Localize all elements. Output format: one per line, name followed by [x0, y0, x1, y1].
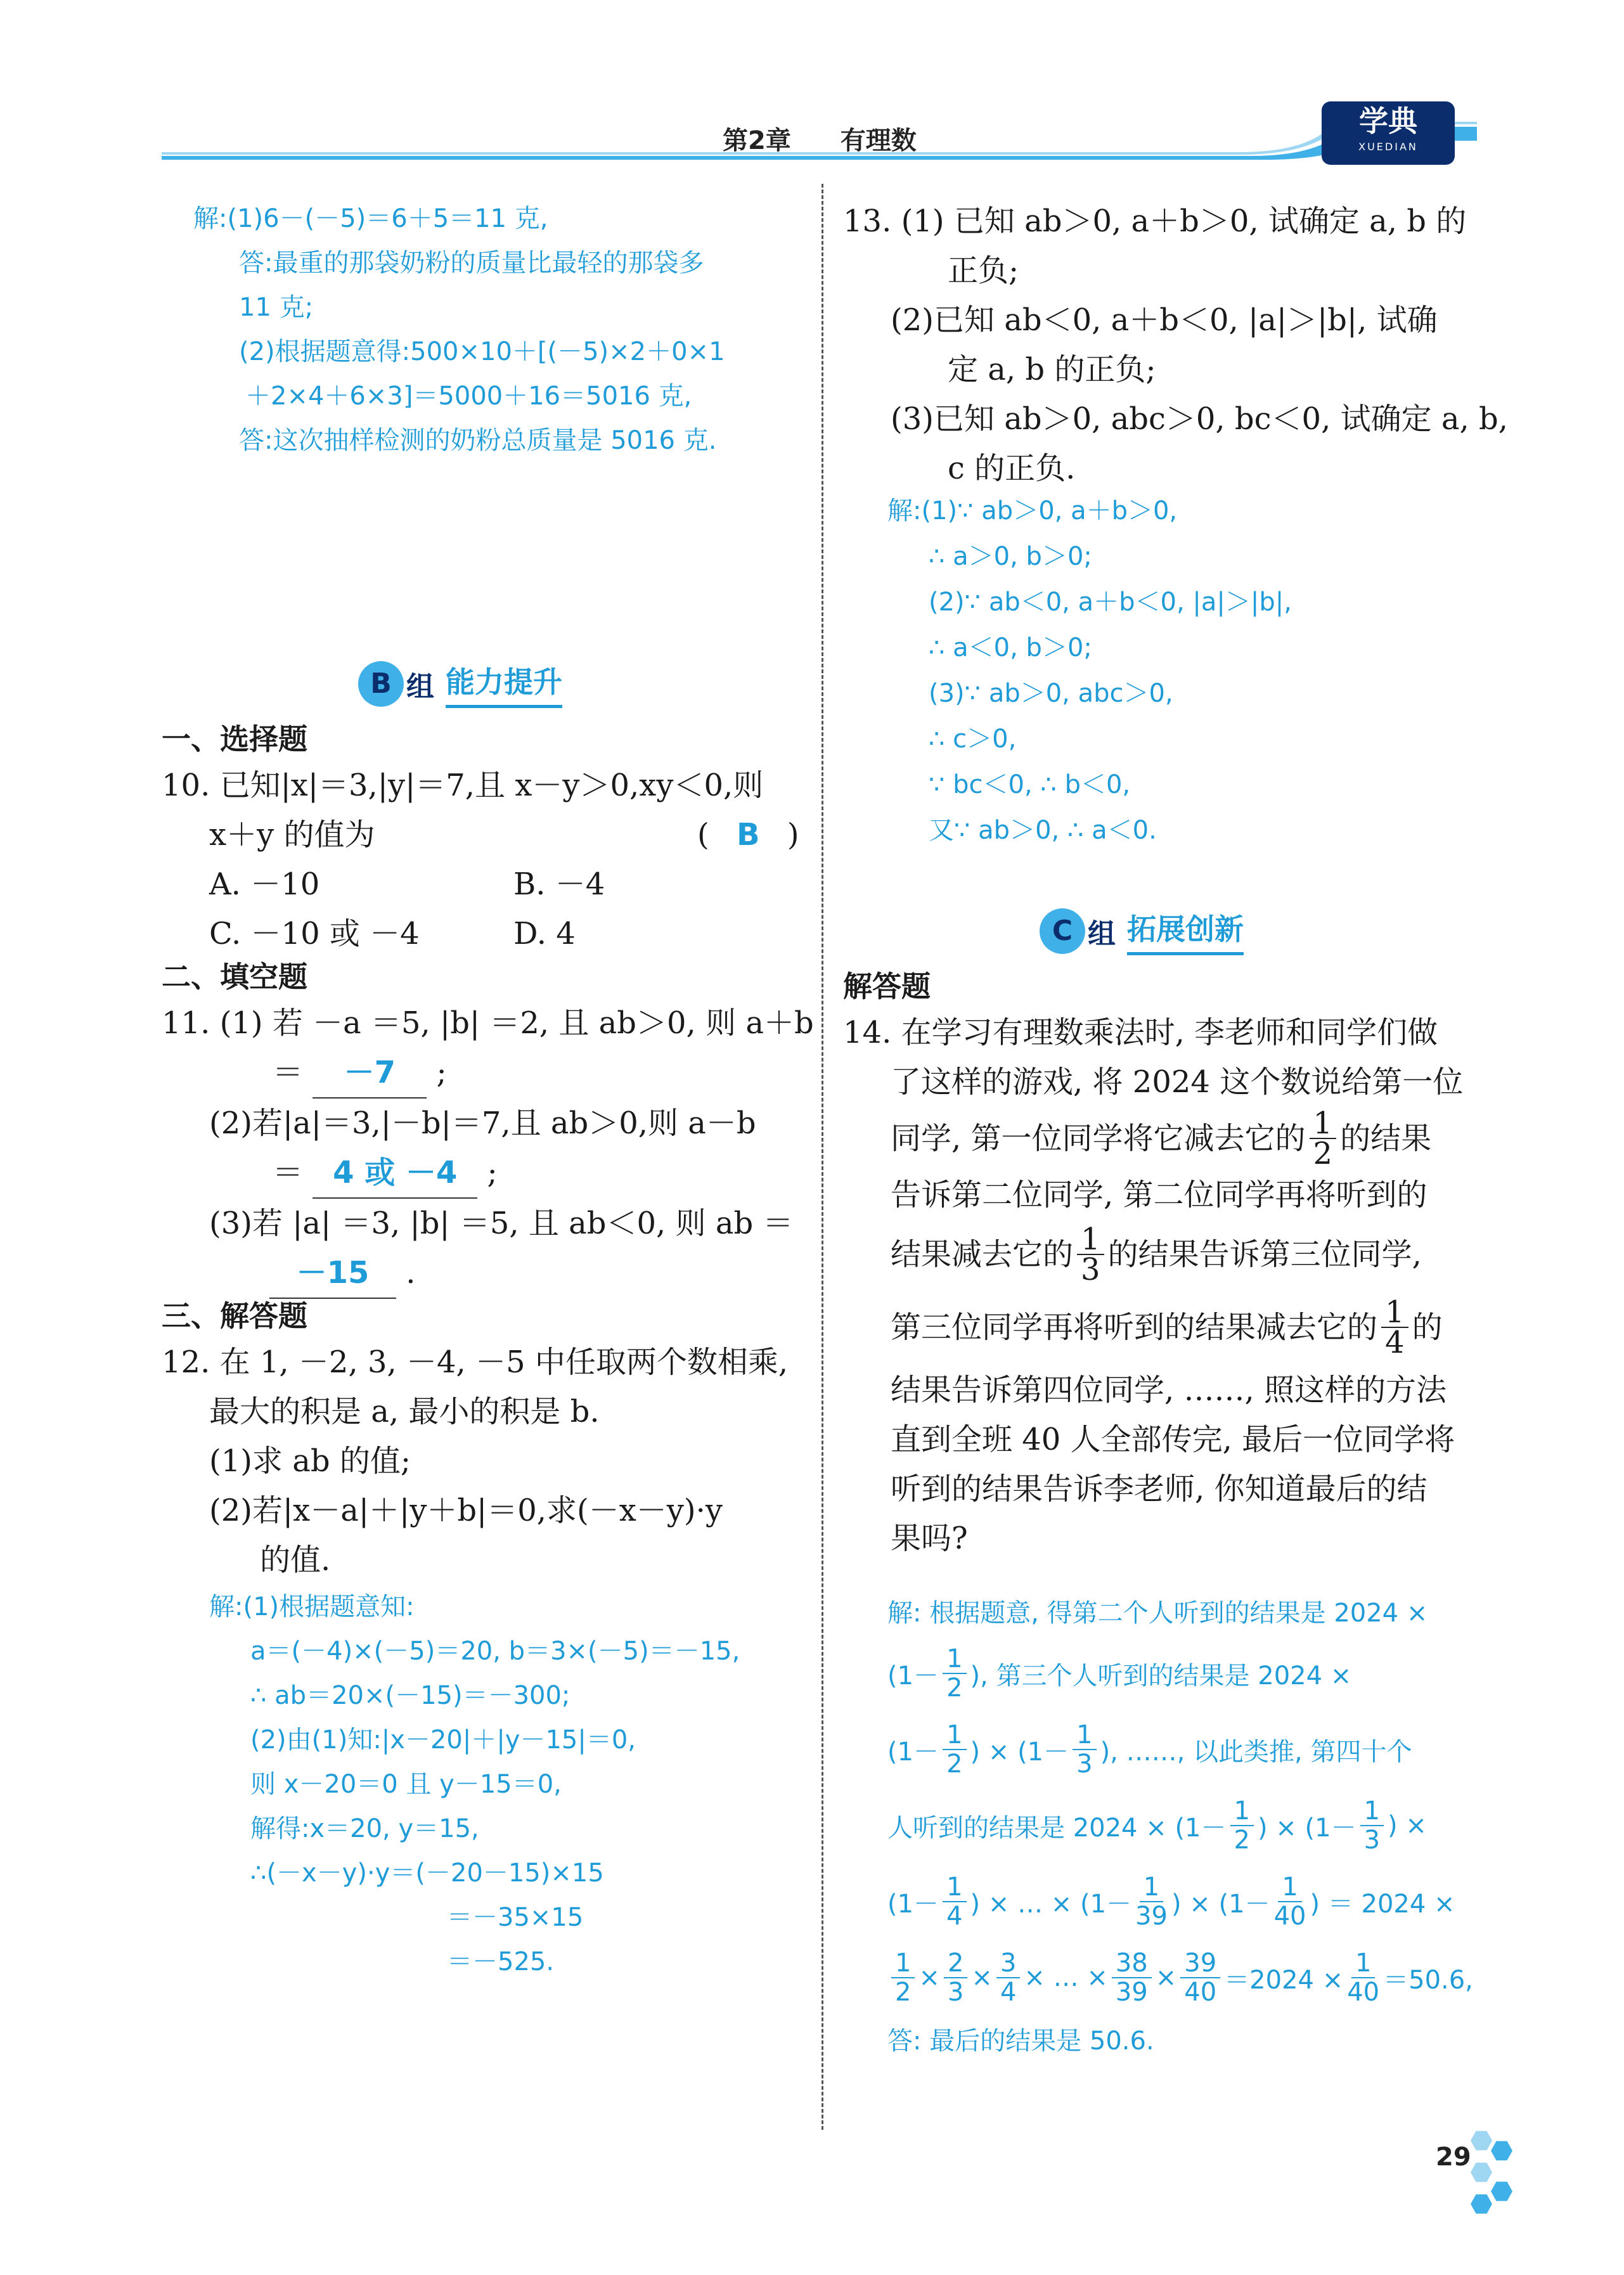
q12-sol-line: a＝(－4)×(－5)＝20, b＝3×(－5)＝－15,: [250, 1637, 740, 1666]
q14-sol-line: [887, 1711, 1473, 1788]
fraction-den: 4: [1000, 1978, 1017, 2007]
q12-sol-line: ∴ ab＝20×(－15)＝－300;: [250, 1681, 570, 1710]
q12-line: (1)求 ab 的值;: [209, 1443, 411, 1479]
fraction-num: 1: [943, 1721, 966, 1750]
q12-line: 12. 在 1, －2, 3, －4, －5 中任取两个数相乘,: [162, 1344, 789, 1380]
q11-p1-eq: ＝: [273, 1055, 304, 1090]
q10-option-b: B. －4: [513, 867, 605, 902]
q13-line: (3)已知 ab＞0, abc＞0, bc＜0, 试确定 a, b,: [891, 401, 1508, 437]
fraction: [943, 1873, 966, 1930]
chapter-number: 第2章: [723, 126, 791, 155]
chapter-title: 有理数: [840, 126, 917, 155]
q14-text: 同学, 第一位同学将它减去它的: [891, 1121, 1306, 1156]
fraction: [891, 1949, 915, 2006]
q12-line: (2)若|x－a|＋|y＋b|＝0,求(－x－y)·y: [209, 1493, 723, 1528]
sol-text: ) × … × (1－: [970, 1889, 1132, 1919]
q14-line: 结果告诉第四位同学, ……, 照这样的方法: [891, 1372, 1447, 1408]
prev-solution: [193, 197, 725, 463]
fraction-den: 3: [1081, 1252, 1100, 1287]
q12-sol-line: ∴(－x－y)·y＝(－20－15)×15: [250, 1859, 604, 1888]
prev-sol-line: (2)根据题意得:500×10＋[(－5)×2＋0×1: [239, 337, 725, 366]
chapter-label: [723, 120, 917, 157]
q10-options-row1: [162, 860, 843, 909]
q13-sol-line: 又∵ ab＞0, ∴ a＜0.: [929, 816, 1157, 845]
fraction: [1135, 1873, 1168, 1930]
q10-stem: x＋y 的值为: [209, 817, 375, 853]
fraction-den: 4: [1385, 1325, 1405, 1360]
sol-text: ) × (1－: [970, 1737, 1069, 1767]
q12-sol-line: 解:(1)根据题意知:: [209, 1592, 415, 1621]
sol-text: ), 第三个人听到的结果是 2024 ×: [970, 1661, 1352, 1691]
group-c-badge: C: [1040, 908, 1085, 954]
fraction-den: 39: [1135, 1902, 1168, 1931]
q14-text: 第三位同学再将听到的结果减去它的: [891, 1310, 1378, 1345]
group-c-zu: 组: [1088, 917, 1116, 950]
q10-option-d: D. 4: [513, 916, 576, 951]
sol-text: ) × (1－: [1171, 1889, 1270, 1919]
brand-name: 学典: [1359, 104, 1417, 138]
fraction-den: 4: [946, 1902, 963, 1931]
prev-sol-line: 答:这次抽样检测的奶粉总质量是 5016 克.: [239, 426, 717, 455]
q13-line: (2)已知 ab＜0, a＋b＜0, |a|＞|b|, 试确: [891, 302, 1438, 338]
group-b-title: 能力提升: [446, 659, 562, 708]
q10-option-a: A. －10: [209, 867, 320, 902]
q12-sol-line: 则 x－20＝0 且 y－15＝0,: [250, 1770, 562, 1799]
fraction-one-third: [1077, 1221, 1104, 1287]
fraction-num: 1: [1073, 1721, 1096, 1750]
fraction: [943, 1721, 966, 1778]
q14-line: 告诉第二位同学, 第二位同学再将听到的: [891, 1177, 1427, 1213]
q14-text: 的结果: [1340, 1121, 1432, 1156]
fraction-num: 38: [1112, 1949, 1152, 1978]
q11-p1-line1: 11. (1) 若 －a ＝5, |b| ＝2, 且 ab＞0, 则 a＋b: [162, 1005, 814, 1041]
fraction-num: 1: [891, 1949, 915, 1978]
q10-answer-slot: [697, 810, 799, 860]
q11-p1-answer: －7: [313, 1048, 427, 1099]
section-solve: 三、解答题: [162, 1299, 307, 1333]
fraction-num: 39: [1180, 1949, 1220, 1978]
sol-text: × … ×: [1024, 1963, 1108, 1992]
sol-text: ) × (1－: [1257, 1813, 1357, 1843]
q11-p2-line1: (2)若|a|＝3,|－b|＝7,且 ab＞0,则 a－b: [209, 1105, 756, 1141]
fraction-num: 1: [1360, 1797, 1384, 1826]
fraction-num: 1: [1310, 1109, 1337, 1139]
fraction-den: 3: [1363, 1826, 1381, 1855]
q13-line: c 的正负.: [948, 451, 1076, 486]
q14-sol-line: 答: 最后的结果是 50.6.: [887, 2027, 1154, 2056]
q13-sol-line: ∴ a＜0, b＞0;: [929, 633, 1092, 662]
group-b-heading: [358, 659, 562, 708]
q14-sol-line: [887, 1788, 1473, 1864]
question-14: [843, 1008, 1463, 1563]
q10-paren-left: (: [697, 817, 709, 853]
q14-text: 的: [1412, 1310, 1443, 1345]
q14-line: [843, 1220, 1463, 1289]
q13-line: 正负;: [948, 253, 1019, 288]
group-b-zu: 组: [406, 670, 434, 703]
fraction: [1230, 1797, 1254, 1854]
fraction-num: 2: [944, 1949, 967, 1978]
column-divider: [822, 184, 823, 2130]
fraction: [944, 1949, 967, 2006]
q12-line: 的值.: [260, 1542, 331, 1578]
fraction-num: 1: [1278, 1873, 1301, 1902]
sol-text: ×: [971, 1963, 993, 1992]
q11-p3-end: .: [406, 1255, 416, 1291]
fraction-den: 40: [1347, 1978, 1380, 2007]
fraction-num: 1: [1140, 1873, 1163, 1902]
q12-sol-line: ＝－525.: [447, 1947, 555, 1976]
q13-sol-line: ∴ c＞0,: [929, 725, 1017, 754]
q12-solution: [209, 1585, 740, 1984]
fraction-den: 2: [895, 1978, 912, 2007]
fraction-den: 3: [947, 1978, 964, 2007]
fraction: [1073, 1721, 1096, 1778]
q14-text: 的结果告诉第三位同学,: [1107, 1237, 1422, 1272]
q14-line: 14. 在学习有理数乘法时, 李老师和同学们做: [843, 1015, 1438, 1050]
fraction: [1347, 1949, 1379, 2006]
sol-text: ) ×: [1388, 1811, 1427, 1840]
group-c-heading: [1040, 906, 1244, 955]
brand-logo: [1322, 101, 1455, 165]
q11-p2-end: ;: [487, 1155, 498, 1190]
q11-p3-answer: －15: [269, 1248, 396, 1299]
prev-sol-line: 11 克;: [239, 293, 314, 322]
q13-solution: [887, 488, 1292, 853]
q14-solution: [887, 1591, 1473, 2066]
q14-sol-line: [887, 1864, 1473, 1940]
sol-text: ) ＝ 2024 ×: [1310, 1889, 1455, 1919]
fraction-num: 1: [943, 1645, 966, 1674]
q14-sol-line: [887, 1635, 1473, 1711]
fraction-num: 1: [1230, 1797, 1254, 1826]
q12-sol-line: 解得:x＝20, y＝15,: [250, 1814, 479, 1843]
fraction-den: 39: [1115, 1978, 1148, 2007]
hex-decoration: [1491, 2140, 1512, 2162]
q10-answer: B: [737, 817, 760, 853]
fraction-den: 2: [946, 1750, 963, 1779]
section-choice: 一、选择题: [162, 722, 307, 756]
q13-sol-line: (2)∵ ab＜0, a＋b＜0, |a|＞|b|,: [929, 588, 1292, 617]
sol-text: ＝50.6,: [1383, 1965, 1473, 1995]
fraction-den: 2: [1234, 1826, 1250, 1855]
hex-decoration: [1471, 2193, 1492, 2215]
sol-text: ＝2024 ×: [1224, 1965, 1344, 1995]
hex-decoration: [1471, 2130, 1492, 2151]
sol-text: 人听到的结果是 2024 × (1－: [887, 1813, 1227, 1843]
q11-p2-eq: ＝: [273, 1155, 304, 1190]
q14-line: 了这样的游戏, 将 2024 这个数说给第一位: [891, 1064, 1464, 1100]
q14-line: 直到全班 40 人全部传完, 最后一位同学将: [891, 1422, 1455, 1457]
prev-sol-line: 答:最重的那袋奶粉的质量比最轻的那袋多: [239, 248, 704, 278]
fraction-one-half: [1310, 1105, 1337, 1171]
hex-decoration: [1491, 2181, 1512, 2202]
fraction: [943, 1645, 966, 1702]
q13-sol-line: ∵ bc＜0, ∴ b＜0,: [929, 770, 1131, 799]
fraction-den: 3: [1076, 1750, 1093, 1779]
q13-sol-line: ∴ a＞0, b＞0;: [929, 542, 1092, 571]
hex-decoration: [1471, 2162, 1492, 2183]
sol-text: ×: [1155, 1963, 1177, 1992]
fraction-num: 1: [1077, 1225, 1104, 1255]
question-12: [162, 1337, 788, 1585]
group-b-badge: B: [358, 661, 404, 707]
q10-line2: [162, 810, 843, 860]
q11-p1-line2: [162, 1048, 814, 1099]
sol-text: (1－: [887, 1661, 939, 1691]
fraction-den: 40: [1273, 1902, 1306, 1931]
sol-text: ), ……, 以此类推, 第四十个: [1100, 1737, 1412, 1767]
sol-text: ×: [918, 1963, 940, 1992]
question-13: [843, 197, 1508, 493]
q14-line: 听到的结果告诉李老师, 你知道最后的结: [891, 1471, 1427, 1507]
fraction-num: 3: [996, 1949, 1020, 1978]
question-10: [162, 761, 843, 958]
sol-text: (1－: [887, 1889, 939, 1919]
question-11: [162, 998, 814, 1299]
q13-sol-line: (3)∵ ab＞0, abc＞0,: [929, 679, 1173, 708]
fraction-one-quarter: [1381, 1294, 1408, 1360]
q11-p2-answer: 4 或 －4: [313, 1148, 477, 1199]
page-number: 29: [1436, 2143, 1471, 2172]
q10-line1: 10. 已知|x|＝3,|y|＝7,且 x－y＞0,xy＜0,则: [162, 768, 764, 803]
q14-line: [843, 1107, 1463, 1170]
q14-sol-line: [887, 1940, 1473, 2016]
q12-sol-line: ＝－35×15: [447, 1903, 584, 1932]
fraction: [996, 1949, 1020, 2006]
fraction-den: 40: [1184, 1978, 1217, 2007]
q14-text: 结果减去它的: [891, 1237, 1074, 1272]
fraction-num: 1: [1351, 1949, 1375, 1978]
q10-options-row2: [162, 909, 843, 958]
q14-line: 果吗?: [891, 1521, 968, 1556]
q13-line: 13. (1) 已知 ab＞0, a＋b＞0, 试确定 a, b 的: [843, 203, 1467, 239]
q12-line: 最大的积是 a, 最小的积是 b.: [209, 1394, 600, 1429]
fraction: [1274, 1873, 1306, 1930]
q11-p2-line2: [162, 1148, 814, 1199]
section-fill: 二、填空题: [162, 960, 307, 994]
q12-sol-line: (2)由(1)知:|x－20|＋|y－15|＝0,: [250, 1725, 636, 1755]
section-solve-c: 解答题: [843, 969, 931, 1003]
q14-sol-line: 解: 根据题意, 得第二个人听到的结果是 2024 ×: [887, 1599, 1428, 1628]
group-c-title: 拓展创新: [1127, 906, 1244, 955]
q11-p1-end: ;: [436, 1055, 447, 1090]
fraction-den: 2: [1313, 1136, 1333, 1171]
q13-sol-line: 解:(1)∵ ab＞0, a＋b＞0,: [887, 496, 1178, 525]
q10-paren-right: ): [787, 817, 799, 853]
fraction: [1360, 1797, 1384, 1854]
prev-sol-line: ＋2×4＋6×3]＝5000＋16＝5016 克,: [245, 382, 692, 411]
fraction: [1180, 1949, 1220, 2006]
sol-text: (1－: [887, 1737, 939, 1767]
q11-p3-line1: (3)若 |a| ＝3, |b| ＝5, 且 ab＜0, 则 ab ＝: [209, 1206, 794, 1241]
q14-line: [843, 1289, 1463, 1365]
q10-option-c: C. －10 或 －4: [209, 916, 420, 951]
brand-sub: XUEDIAN: [1358, 141, 1418, 153]
fraction-num: 1: [943, 1873, 966, 1902]
fraction-den: 2: [946, 1673, 963, 1703]
q13-line: 定 a, b 的正负;: [948, 352, 1156, 387]
q11-p3-line2: [162, 1248, 814, 1299]
fraction: [1112, 1949, 1152, 2006]
prev-sol-line: 解:(1)6－(－5)＝6＋5＝11 克,: [193, 204, 548, 233]
fraction-num: 1: [1381, 1298, 1408, 1328]
